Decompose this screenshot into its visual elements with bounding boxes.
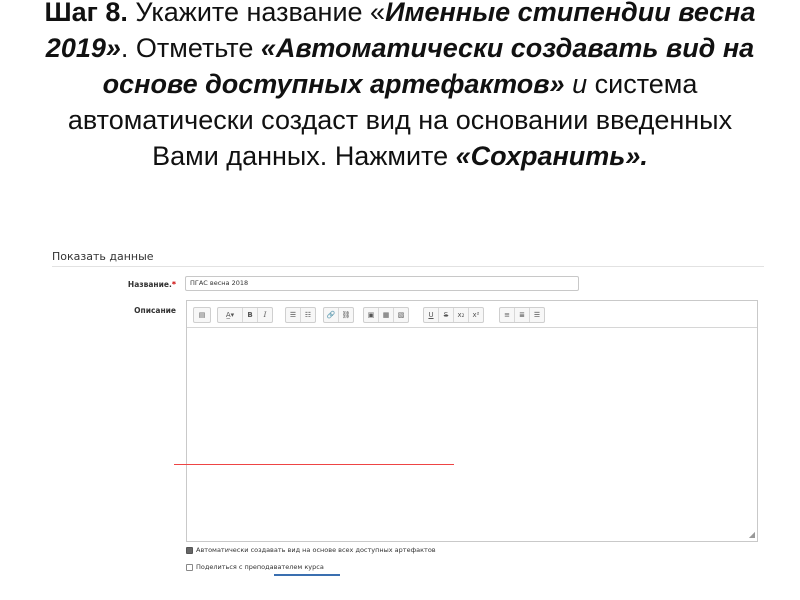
link-icon[interactable]: 🔗 (324, 308, 339, 322)
heading-step: Шаг 8. (44, 0, 128, 27)
heading-text-and: и (564, 69, 588, 99)
heading-text-3: система автоматически создаст вид на основании введенных Вами данных. Нажмите (67, 69, 733, 171)
auto-view-option[interactable] (186, 546, 436, 554)
required-mark: * (171, 280, 176, 289)
name-label (84, 280, 176, 289)
toolbar-group-text-style (423, 307, 484, 323)
description-label: Описание (134, 306, 176, 315)
toolbar-group-align (499, 307, 545, 323)
share-label: Поделиться с преподавателем курса (196, 563, 324, 571)
toolbar-group-format (193, 307, 211, 323)
share-checkbox[interactable] (186, 564, 193, 571)
media-icon[interactable]: ▦ (379, 308, 394, 322)
align-center-icon[interactable]: ≣ (515, 308, 530, 322)
form-screenshot (44, 236, 768, 576)
file-icon[interactable]: ▧ (397, 311, 405, 319)
slide-heading (40, 0, 760, 240)
toolbar-group-font (217, 307, 273, 323)
italic-icon[interactable]: I (263, 311, 267, 319)
share-option[interactable] (186, 563, 324, 571)
superscript-icon[interactable]: x² (472, 311, 480, 319)
form-legend: Показать данные (52, 250, 154, 263)
bold-icon[interactable]: B (243, 308, 258, 322)
resize-handle-icon[interactable]: ◢ (748, 530, 755, 539)
align-left-icon[interactable]: ≡ (500, 308, 515, 322)
name-input[interactable]: ПГАС весна 2018 (185, 276, 579, 291)
bulleted-list-icon[interactable]: ☰ (286, 308, 301, 322)
auto-view-label: Автоматически создавать вид на основе всех доступных артефактов (196, 546, 436, 554)
align-right-icon[interactable]: ☰ (533, 311, 541, 319)
auto-view-checkbox[interactable] (186, 547, 193, 554)
toolbar-group-links (323, 307, 354, 323)
legend-divider (52, 266, 764, 267)
red-annotation-line (174, 464, 454, 465)
paragraph-format-icon[interactable]: ▤ (198, 311, 206, 319)
name-label-text: Название. (127, 280, 172, 289)
heading-text-2: . Отметьте (120, 33, 261, 63)
image-icon[interactable]: ▣ (364, 308, 379, 322)
toolbar-group-lists (285, 307, 316, 323)
description-editor[interactable] (186, 300, 758, 542)
heading-save-name: «Сохранить». (455, 141, 648, 171)
font-color-icon[interactable]: A̲▾ (218, 308, 243, 322)
strikethrough-icon[interactable]: S (439, 308, 454, 322)
focus-underline (274, 574, 340, 576)
heading-text-1: Укажите название « (127, 0, 386, 27)
subscript-icon[interactable]: x₂ (454, 308, 469, 322)
unlink-icon[interactable]: ⛓ (341, 311, 351, 319)
numbered-list-icon[interactable]: ☷ (304, 311, 312, 319)
underline-icon[interactable]: U (424, 308, 439, 322)
toolbar-group-media (363, 307, 409, 323)
editor-toolbar (187, 301, 757, 328)
heading-option-name: «Автоматически создавать вид на основе доступных артефактов» (102, 33, 755, 99)
heading-title-value: Именные стипендии весна 2019» (45, 0, 756, 63)
